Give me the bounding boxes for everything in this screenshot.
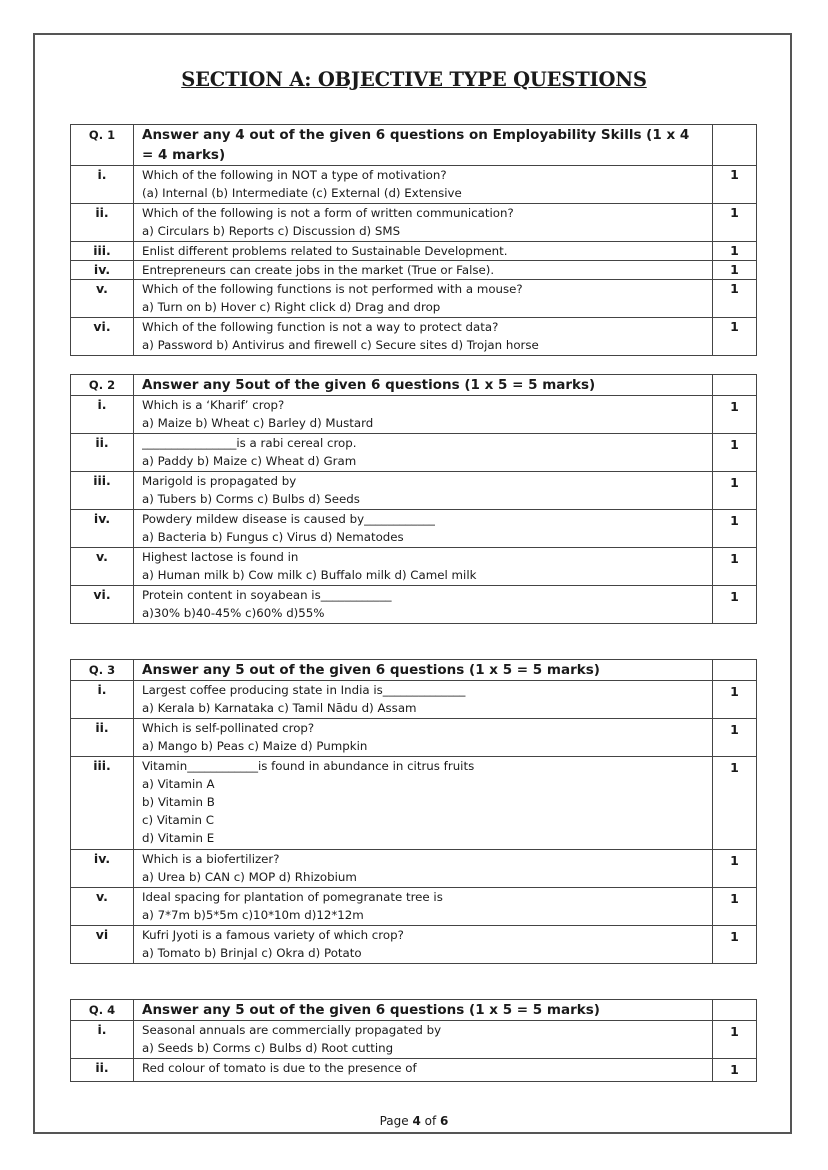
item-line: Protein content in soyabean is____________: [142, 588, 392, 602]
section-title: SECTION A: OBJECTIVE TYPE QUESTIONS: [181, 68, 647, 91]
item-line: c) Vitamin C: [142, 813, 215, 827]
item-text: [134, 586, 713, 624]
item-marks: 1: [713, 280, 757, 318]
table-row: [71, 1059, 757, 1082]
item-text: [134, 1059, 713, 1082]
item-text: [134, 926, 713, 964]
table-row: [71, 888, 757, 926]
item-marks: 1: [713, 1021, 757, 1059]
question-header-row: [71, 660, 757, 681]
table-row: [71, 318, 757, 356]
item-line: Seasonal annuals are commercially propagated by: [142, 1023, 442, 1037]
item-text: [134, 1021, 713, 1059]
table-row: [71, 204, 757, 242]
item-line: (a) Internal (b) Intermediate (c) External (d) Extensive: [142, 186, 462, 200]
item-line: a) Mango b) Peas c) Maize d) Pumpkin: [142, 739, 368, 753]
item-marks: 1: [713, 318, 757, 356]
item-text: [134, 166, 713, 204]
table-row: [71, 1021, 757, 1059]
table-row: [71, 757, 757, 850]
item-text: [134, 280, 713, 318]
item-marks: 1: [713, 681, 757, 719]
table-row: [71, 280, 757, 318]
item-line: a) Tubers b) Corms c) Bulbs d) Seeds: [142, 492, 360, 506]
item-line: Which is a biofertilizer?: [142, 852, 280, 866]
marks-header-cell: [713, 375, 757, 396]
item-text: [134, 757, 713, 850]
item-line: a) Kerala b) Karnataka c) Tamil Nādu d) Assam: [142, 701, 417, 715]
item-text: [134, 472, 713, 510]
item-number: ii.: [71, 1059, 134, 1082]
item-number: ii.: [71, 719, 134, 757]
item-line: Powdery mildew disease is caused by____________: [142, 512, 435, 526]
item-number: i.: [71, 166, 134, 204]
item-number: iv.: [71, 261, 134, 280]
item-number: iii.: [71, 242, 134, 261]
item-text: [134, 434, 713, 472]
item-text: [134, 396, 713, 434]
question-heading: Answer any 5out of the given 6 questions (1 x 5 = 5 marks): [134, 375, 713, 396]
question-heading: Answer any 5 out of the given 6 questions (1 x 5 = 5 marks): [134, 1000, 713, 1021]
item-line: a) Paddy b) Maize c) Wheat d) Gram: [142, 454, 357, 468]
item-line: d) Vitamin E: [142, 831, 215, 845]
item-number: v.: [71, 888, 134, 926]
item-line: a) Bacteria b) Fungus c) Virus d) Nematodes: [142, 530, 404, 544]
item-marks: 1: [713, 926, 757, 964]
item-marks: 1: [713, 850, 757, 888]
item-marks: 1: [713, 166, 757, 204]
marks-header-cell: [713, 125, 757, 166]
item-line: a)30% b)40-45% c)60% d)55%: [142, 606, 325, 620]
item-line: Which of the following in NOT a type of motivation?: [142, 168, 447, 182]
item-number: vi.: [71, 318, 134, 356]
item-line: a) Human milk b) Cow milk c) Buffalo milk d) Camel milk: [142, 568, 477, 582]
item-text: [134, 681, 713, 719]
item-text: [134, 510, 713, 548]
item-line: Enlist different problems related to Sustainable Development.: [142, 244, 508, 258]
item-line: Ideal spacing for plantation of pomegranate tree is: [142, 890, 443, 904]
item-marks: 1: [713, 204, 757, 242]
item-marks: 1: [713, 548, 757, 586]
item-line: b) Vitamin B: [142, 795, 215, 809]
marks-header-cell: [713, 660, 757, 681]
item-line: a) Maize b) Wheat c) Barley d) Mustard: [142, 416, 374, 430]
item-number: iv.: [71, 510, 134, 548]
table-row: [71, 548, 757, 586]
item-line: Which of the following function is not a way to protect data?: [142, 320, 499, 334]
item-line: Which of the following functions is not performed with a mouse?: [142, 282, 523, 296]
marks-header-cell: [713, 1000, 757, 1021]
table-row: [71, 586, 757, 624]
item-text: [134, 888, 713, 926]
table-row: [71, 261, 757, 280]
item-marks: 1: [713, 472, 757, 510]
item-marks: 1: [713, 586, 757, 624]
item-text: [134, 318, 713, 356]
item-text: [134, 261, 713, 280]
footer-middle: of: [420, 1114, 441, 1128]
item-number: i.: [71, 681, 134, 719]
item-number: iv.: [71, 850, 134, 888]
item-text: [134, 719, 713, 757]
item-number: vi: [71, 926, 134, 964]
item-marks: 1: [713, 719, 757, 757]
item-line: Marigold is propagated by: [142, 474, 297, 488]
item-marks: 1: [713, 510, 757, 548]
footer-prefix: Page: [379, 1114, 413, 1128]
question-header-row: [71, 375, 757, 396]
item-line: Largest coffee producing state in India is______________: [142, 683, 466, 697]
item-line: a) Vitamin A: [142, 777, 215, 791]
table-row: [71, 434, 757, 472]
item-line: a) Circulars b) Reports c) Discussion d) SMS: [142, 224, 401, 238]
question-table-q2: [70, 374, 757, 624]
item-line: Which of the following is not a form of written communication?: [142, 206, 514, 220]
question-heading: Answer any 5 out of the given 6 questions (1 x 5 = 5 marks): [134, 660, 713, 681]
item-line: Red colour of tomato is due to the presence of: [142, 1061, 417, 1075]
item-text: [134, 242, 713, 261]
question-number: Q. 2: [71, 375, 134, 396]
table-row: [71, 166, 757, 204]
footer-current-page: 4: [412, 1114, 421, 1128]
item-text: [134, 850, 713, 888]
table-row: [71, 926, 757, 964]
item-line: Which is a ‘Kharif’ crop?: [142, 398, 285, 412]
item-marks: 1: [713, 434, 757, 472]
table-row: [71, 472, 757, 510]
question-table-q4: [70, 999, 757, 1082]
item-number: ii.: [71, 204, 134, 242]
footer-total-pages: 6: [440, 1114, 449, 1128]
question-number: Q. 1: [71, 125, 134, 166]
item-line: Entrepreneurs can create jobs in the market (True or False).: [142, 263, 495, 277]
question-number: Q. 3: [71, 660, 134, 681]
question-header-row: [71, 125, 757, 166]
item-number: iii.: [71, 472, 134, 510]
item-number: vi.: [71, 586, 134, 624]
table-row: [71, 510, 757, 548]
question-table-q1: [70, 124, 757, 356]
item-line: Highest lactose is found in: [142, 550, 299, 564]
item-line: ________________is a rabi cereal crop.: [142, 436, 357, 450]
page-footer: [0, 1114, 828, 1128]
item-number: ii.: [71, 434, 134, 472]
question-number: Q. 4: [71, 1000, 134, 1021]
item-number: i.: [71, 1021, 134, 1059]
item-line: a) 7*7m b)5*5m c)10*10m d)12*12m: [142, 908, 364, 922]
table-row: [71, 719, 757, 757]
item-number: v.: [71, 280, 134, 318]
table-row: [71, 242, 757, 261]
question-table-q3: [70, 659, 757, 964]
table-row: [71, 850, 757, 888]
item-line: Kufri Jyoti is a famous variety of which crop?: [142, 928, 404, 942]
table-row: [71, 681, 757, 719]
item-text: [134, 204, 713, 242]
item-line: a) Tomato b) Brinjal c) Okra d) Potato: [142, 946, 362, 960]
item-marks: 1: [713, 888, 757, 926]
item-line: Vitamin____________is found in abundance in citrus fruits: [142, 759, 475, 773]
item-line: a) Urea b) CAN c) MOP d) Rhizobium: [142, 870, 357, 884]
item-line: a) Seeds b) Corms c) Bulbs d) Root cutting: [142, 1041, 394, 1055]
item-number: iii.: [71, 757, 134, 850]
item-line: Which is self-pollinated crop?: [142, 721, 315, 735]
item-line: a) Password b) Antivirus and firewell c) Secure sites d) Trojan horse: [142, 338, 539, 352]
table-row: [71, 396, 757, 434]
question-heading: Answer any 4 out of the given 6 questions on Employability Skills (1 x 4 = 4 marks): [134, 125, 713, 166]
item-marks: 1: [713, 396, 757, 434]
item-number: v.: [71, 548, 134, 586]
item-marks: 1: [713, 757, 757, 850]
item-marks: 1: [713, 242, 757, 261]
item-marks: 1: [713, 261, 757, 280]
item-number: i.: [71, 396, 134, 434]
item-text: [134, 548, 713, 586]
item-line: a) Turn on b) Hover c) Right click d) Drag and drop: [142, 300, 441, 314]
question-header-row: [71, 1000, 757, 1021]
item-marks: 1: [713, 1059, 757, 1082]
